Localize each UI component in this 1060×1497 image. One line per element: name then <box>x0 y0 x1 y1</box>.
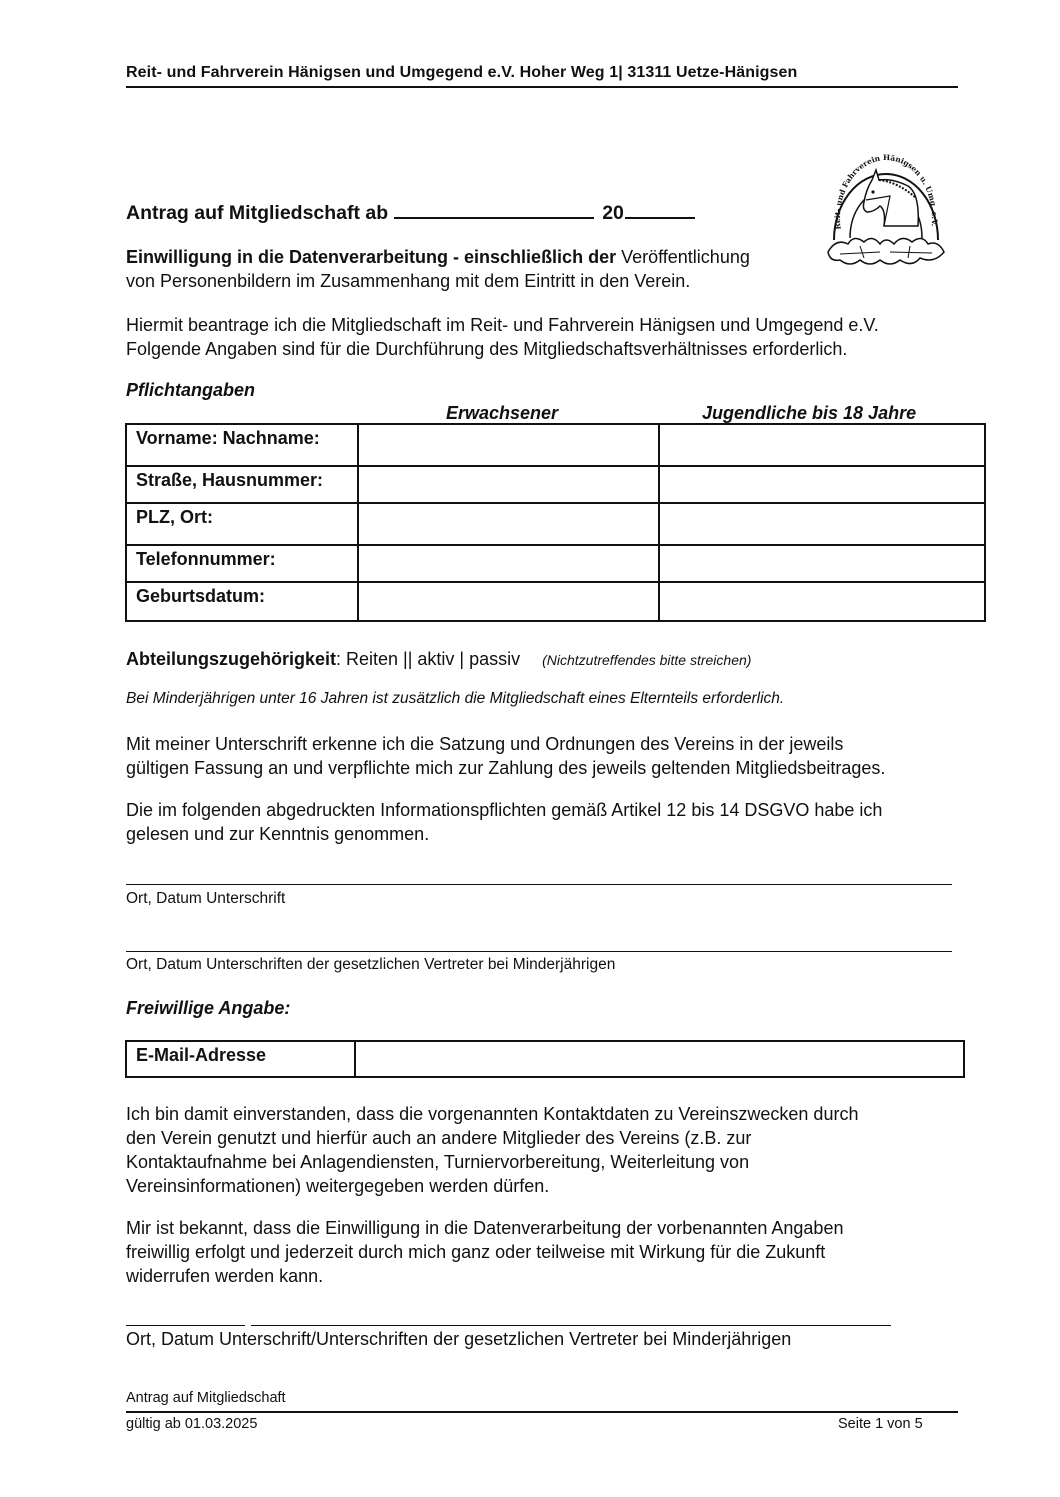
footer-document-title: Antrag auf Mitgliedschaft <box>126 1390 286 1406</box>
table-row <box>126 424 985 466</box>
start-date-blank[interactable] <box>394 201 594 219</box>
revoke-line2: freiwillig erfolgt und jederzeit durch mich ganz oder teilweise mit Wirkung für die Zukunft <box>126 1242 826 1262</box>
revocation-notice <box>126 1216 843 1288</box>
title-prefix: Antrag auf Mitgliedschaft ab <box>126 202 389 224</box>
dsgvo-line2: gelesen und zur Kenntnis genommen. <box>126 824 430 844</box>
table-row <box>126 1041 964 1077</box>
adult-birthdate-field[interactable] <box>359 583 658 620</box>
consent-heading-line2: von Personenbildern im Zusammenhang mit dem Eintritt in den Verein. <box>126 271 691 291</box>
adult-name-field[interactable] <box>359 425 658 465</box>
svg-text:Reit- und Fahrverein Hänigsen: Reit- und Fahrverein Hänigsen u. Umg. e.V. <box>832 153 940 231</box>
youth-phone-field[interactable] <box>660 546 984 581</box>
table-row <box>126 466 985 503</box>
letterhead: Reit- und Fahrverein Hänigsen und Umgegend e.V. Hoher Weg 1| 31311 Uetze-Hänigsen <box>126 64 798 81</box>
footer-valid-from: gültig ab 01.03.2025 <box>126 1416 258 1432</box>
consent-heading-normal: Veröffentlichung <box>616 247 750 267</box>
adult-street-field[interactable] <box>359 467 658 502</box>
signature-label-guardians: Ort, Datum Unterschriften der gesetzlichen Vertreter bei Minderjährigen <box>126 956 616 973</box>
row-label-name: Vorname: Nachname: <box>126 424 358 466</box>
contact-line3: Kontaktaufnahme bei Anlagendiensten, Turniervorbereitung, Weiterleitung von <box>126 1152 750 1172</box>
youth-birthdate-field[interactable] <box>660 583 984 620</box>
minor-parent-note: Bei Minderjährigen unter 16 Jahren ist zusätzlich die Mitgliedschaft eines Elternteils erforderlich. <box>126 690 785 707</box>
required-section-title: Pflichtangaben <box>126 380 256 400</box>
department-note: (Nichtzutreffendes bitte streichen) <box>542 652 752 668</box>
page-number: Seite 1 von 5 <box>838 1416 923 1432</box>
title-year-prefix: 20 <box>602 202 624 224</box>
email-label: E-Mail-Adresse <box>126 1041 355 1077</box>
youth-street-field[interactable] <box>660 467 984 502</box>
page-title <box>126 201 695 225</box>
footer-divider <box>126 1411 958 1413</box>
dsgvo-line1: Die im folgenden abgedruckten Informationspflichten gemäß Artikel 12 bis 14 DSGVO habe ich <box>126 800 883 820</box>
row-label-phone: Telefonnummer: <box>126 545 358 582</box>
contact-line1: Ich bin damit einverstanden, dass die vorgenannten Kontaktdaten zu Vereinszwecken durch <box>126 1104 859 1124</box>
intro-line1: Hiermit beantrage ich die Mitgliedschaft im Reit- und Fahrverein Hänigsen und Umgegend e.V. <box>126 315 879 335</box>
email-table <box>125 1040 965 1078</box>
club-logo-icon <box>820 140 950 275</box>
contact-data-consent <box>126 1102 858 1198</box>
place-date-line[interactable] <box>126 1325 245 1326</box>
consent-heading <box>126 245 750 293</box>
adult-zip-city-field[interactable] <box>359 504 658 544</box>
revoke-line1: Mir ist bekannt, dass die Einwilligung in die Datenverarbeitung der vorbenannten Angaben <box>126 1218 844 1238</box>
header-divider <box>126 86 958 88</box>
application-intro <box>126 313 879 361</box>
column-header-adult: Erwachsener <box>446 403 559 423</box>
adult-phone-field[interactable] <box>359 546 658 581</box>
row-label-street: Straße, Hausnummer: <box>126 466 358 503</box>
signature-line-consent[interactable] <box>251 1325 891 1326</box>
row-label-birthdate: Geburtsdatum: <box>126 582 358 621</box>
intro-line2: Folgende Angaben sind für die Durchführung des Mitgliedschaftsverhältnisses erforderlich. <box>126 339 848 359</box>
consent-heading-bold: Einwilligung in die Datenverarbeitung - einschließlich der <box>126 247 617 267</box>
statutes-acknowledgement <box>126 732 885 780</box>
ack-line2: gültigen Fassung an und verpflichte mich zur Zahlung des jeweils geltenden Mitgliedsbeitrages. <box>126 758 886 778</box>
signature-line-guardians[interactable] <box>126 951 952 952</box>
column-header-youth: Jugendliche bis 18 Jahre <box>702 403 917 423</box>
department-label: Abteilungszugehörigkeit <box>126 649 337 669</box>
signature-label-member: Ort, Datum Unterschrift <box>126 890 286 907</box>
table-row <box>126 582 985 621</box>
contact-line4: Vereinsinformationen) weitergegeben werden dürfen. <box>126 1176 550 1196</box>
department-options[interactable]: : Reiten || aktiv | passiv <box>336 649 521 669</box>
row-label-zip-city: PLZ, Ort: <box>126 503 358 545</box>
youth-zip-city-field[interactable] <box>660 504 984 544</box>
email-field[interactable] <box>356 1042 963 1076</box>
contact-line2: den Verein genutzt und hierfür auch an andere Mitglieder des Vereins (z.B. zur <box>126 1128 752 1148</box>
dsgvo-acknowledgement <box>126 798 882 846</box>
required-fields-table <box>125 423 986 622</box>
ack-line1: Mit meiner Unterschrift erkenne ich die Satzung und Ordnungen des Vereins in der jeweils <box>126 734 844 754</box>
table-row <box>126 545 985 582</box>
voluntary-section-title: Freiwillige Angabe: <box>126 998 291 1018</box>
start-year-blank[interactable] <box>625 201 695 219</box>
department-membership <box>126 649 751 670</box>
signature-line-member[interactable] <box>126 884 952 885</box>
signature-label-consent: Ort, Datum Unterschrift/Unterschriften der gesetzlichen Vertreter bei Minderjährigen <box>126 1329 792 1349</box>
revoke-line3: widerrufen werden kann. <box>126 1266 324 1286</box>
youth-name-field[interactable] <box>660 425 984 465</box>
table-row <box>126 503 985 545</box>
